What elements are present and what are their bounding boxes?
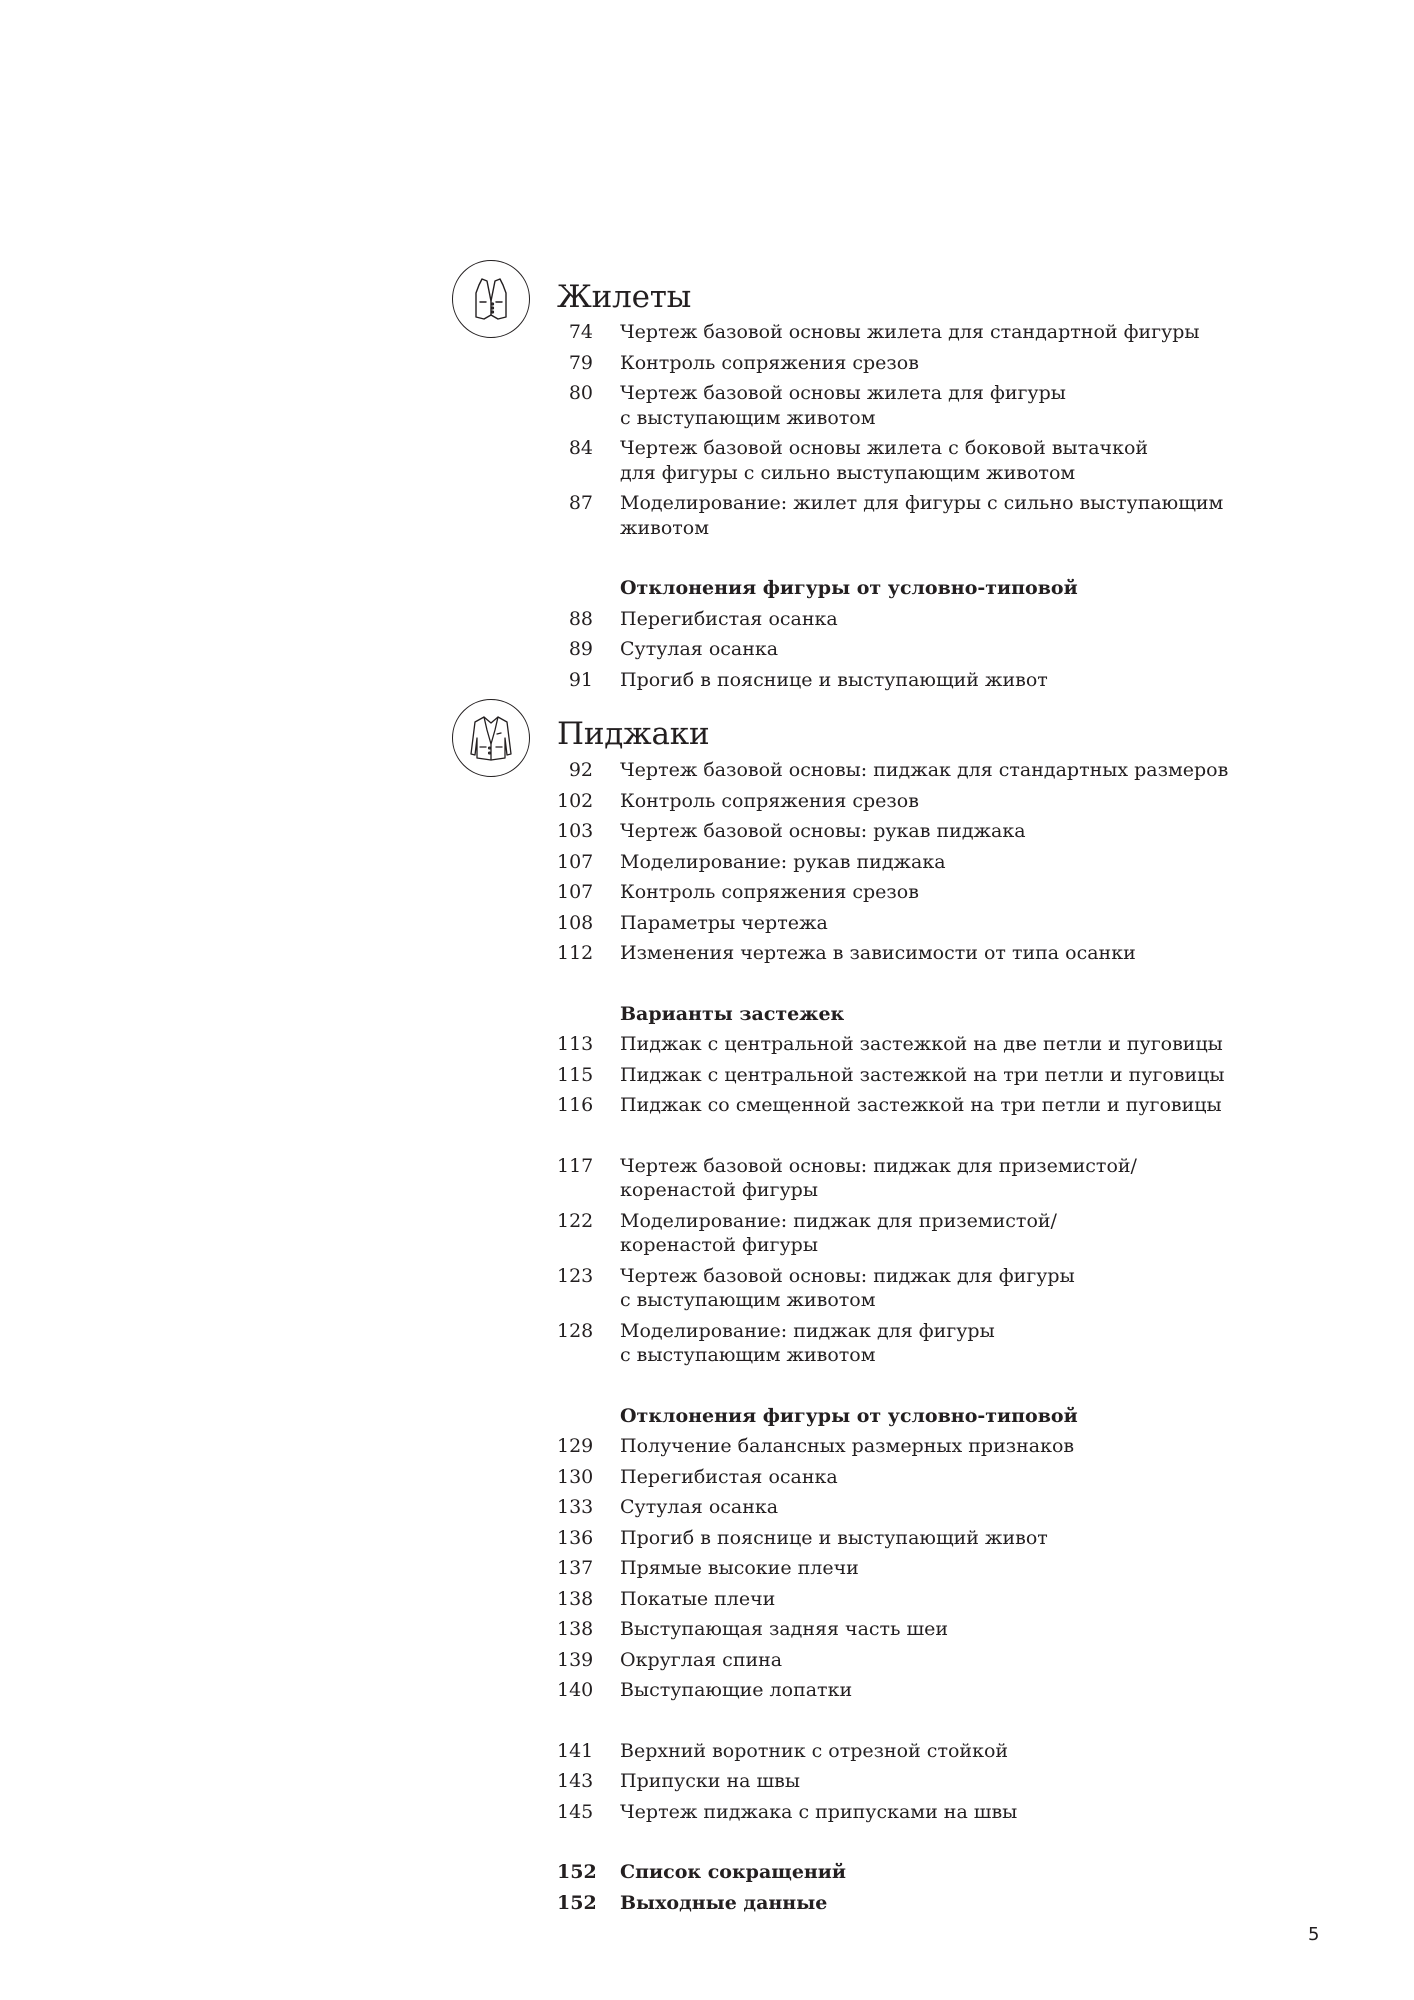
entry-page: 138 [557, 1618, 594, 1640]
toc-entry[interactable] [557, 1063, 1257, 1088]
toc-entry[interactable] [557, 436, 1257, 485]
toc-entry[interactable] [557, 1209, 1257, 1258]
entry-title: Покатые плечи [620, 1587, 776, 1610]
toc-entry[interactable] [557, 1465, 1257, 1490]
entry-page: 108 [557, 911, 594, 934]
page-number: 5 [1308, 1924, 1320, 1945]
section-title-jackets: Пиджаки [557, 716, 710, 752]
toc-entry[interactable] [557, 1739, 1257, 1764]
entry-title: Перегибистая осанка [620, 1465, 838, 1488]
toc-entry[interactable] [557, 1556, 1257, 1581]
entry-title: Чертеж базовой основы: рукав пиджака [620, 820, 1026, 842]
entry-page: 89 [568, 638, 593, 660]
subsection-heading: Отклонения фигуры от условно-типовой [620, 1404, 1078, 1427]
entry-title: Чертеж базовой основы жилета для стандартной фигуры [620, 321, 1200, 343]
section-jackets-entries [557, 758, 1257, 1921]
entry-page: 88 [568, 607, 593, 630]
entry-page: 138 [557, 1587, 594, 1610]
toc-entry[interactable] [557, 1769, 1257, 1794]
entry-page: 139 [557, 1648, 594, 1671]
entry-title: Получение балансных размерных признаков [620, 1435, 1075, 1457]
entry-page: 103 [557, 820, 594, 842]
entry-page: 113 [557, 1033, 594, 1055]
entry-title: Чертеж базовой основы: пиджак для стандартных размеров [620, 759, 1229, 781]
entry-title: Перегибистая осанка [620, 607, 838, 630]
toc-entry[interactable] [557, 381, 1257, 430]
toc-entry[interactable] [557, 351, 1257, 376]
toc-entry-abbreviations[interactable] [557, 1860, 1257, 1885]
toc-entry[interactable] [557, 1495, 1257, 1520]
entry-title: Контроль сопряжения срезов [620, 881, 919, 903]
entry-page: 116 [557, 1094, 594, 1116]
toc-entry[interactable] [557, 911, 1257, 936]
entry-page: 143 [557, 1770, 594, 1792]
entry-title: Моделирование: пиджак для приземистой/ коренастой фигуры [620, 1209, 1057, 1256]
toc-entry[interactable] [557, 637, 1257, 662]
entry-page: 107 [557, 881, 594, 903]
toc-entry[interactable] [557, 941, 1257, 966]
entry-page: 145 [557, 1800, 594, 1823]
entry-page: 136 [557, 1526, 594, 1549]
entry-title: Прогиб в пояснице и выступающий живот [620, 668, 1048, 691]
toc-entry[interactable] [557, 819, 1257, 844]
entry-title: Моделирование: пиджак для фигуры с выступающим животом [620, 1319, 995, 1366]
entry-page: 84 [568, 437, 593, 459]
entry-page: 80 [568, 382, 593, 404]
section-title-vests: Жилеты [557, 279, 692, 315]
toc-entry[interactable] [557, 491, 1257, 540]
toc-entry[interactable] [557, 1800, 1257, 1825]
subsection-heading: Отклонения фигуры от условно-типовой [620, 577, 1078, 599]
toc-entry[interactable] [557, 607, 1257, 632]
entry-page: 74 [568, 321, 593, 343]
entry-title: Моделирование: жилет для фигуры с сильно выступающим животом [620, 492, 1224, 539]
toc-entry[interactable] [557, 1526, 1257, 1551]
entry-page: 123 [557, 1264, 594, 1287]
toc-entry[interactable] [557, 758, 1257, 783]
entry-page: 112 [557, 942, 594, 964]
entry-page: 87 [568, 492, 593, 514]
entry-title: Сутулая осанка [620, 1496, 779, 1518]
entry-title: Прогиб в пояснице и выступающий живот [620, 1526, 1048, 1549]
entry-title: Прямые высокие плечи [620, 1557, 859, 1579]
entry-page: 91 [568, 668, 593, 691]
entry-page: 115 [557, 1063, 594, 1086]
entry-title: Пиджак с центральной застежкой на две петли и пуговицы [620, 1033, 1223, 1055]
entry-page: 137 [557, 1557, 594, 1579]
entry-title: Параметры чертежа [620, 911, 828, 934]
section-vests-entries [557, 320, 1257, 698]
entry-title: Пиджак с центральной застежкой на три петли и пуговицы [620, 1063, 1225, 1086]
toc-entry-imprint[interactable] [557, 1891, 1257, 1916]
entry-page: 130 [557, 1465, 594, 1488]
toc-entry[interactable] [557, 1434, 1257, 1459]
toc-entry[interactable] [557, 1032, 1257, 1057]
entry-title: Чертеж базовой основы: пиджак для фигуры с выступающим животом [620, 1264, 1075, 1311]
entry-page: 141 [557, 1739, 594, 1762]
toc-entry[interactable] [557, 1154, 1257, 1203]
entry-title: Изменения чертежа в зависимости от типа осанки [620, 942, 1136, 964]
entry-title: Сутулая осанка [620, 638, 779, 660]
entry-title: Верхний воротник с отрезной стойкой [620, 1739, 1009, 1762]
toc-entry[interactable] [557, 1587, 1257, 1612]
toc-entry[interactable] [557, 850, 1257, 875]
entry-page: 129 [557, 1435, 594, 1457]
toc-entry[interactable] [557, 880, 1257, 905]
entry-page: 140 [557, 1679, 594, 1701]
toc-entry[interactable] [557, 1617, 1257, 1642]
entry-title: Моделирование: рукав пиджака [620, 850, 946, 873]
entry-page: 152 [557, 1861, 597, 1883]
entry-page: 102 [557, 789, 594, 812]
jacket-icon [452, 699, 530, 777]
entry-title: Пиджак со смещенной застежкой на три петли и пуговицы [620, 1094, 1222, 1116]
toc-entry[interactable] [557, 789, 1257, 814]
toc-entry[interactable] [557, 1678, 1257, 1703]
vest-icon [452, 260, 530, 338]
toc-entry[interactable] [557, 1319, 1257, 1368]
entry-page: 117 [557, 1154, 594, 1177]
entry-title: Контроль сопряжения срезов [620, 789, 919, 812]
entry-page: 107 [557, 850, 594, 873]
subsection-heading: Варианты застежек [620, 1002, 845, 1025]
toc-entry[interactable] [557, 320, 1257, 345]
toc-entry[interactable] [557, 1648, 1257, 1673]
entry-title: Выступающие лопатки [620, 1679, 853, 1701]
entry-title: Припуски на швы [620, 1770, 800, 1792]
toc-entry[interactable] [557, 668, 1257, 693]
entry-title: Выходные данные [620, 1891, 828, 1914]
entry-title: Контроль сопряжения срезов [620, 351, 919, 374]
entry-title: Список сокращений [620, 1861, 846, 1883]
entry-page: 133 [557, 1496, 594, 1518]
entry-page: 122 [557, 1209, 594, 1232]
entry-page: 128 [557, 1319, 594, 1342]
entry-title: Чертеж пиджака с припусками на швы [620, 1800, 1018, 1823]
toc-entry[interactable] [557, 1093, 1257, 1118]
entry-page: 79 [568, 351, 593, 374]
entry-title: Чертеж базовой основы жилета с боковой вытачкой для фигуры с сильно выступающим животом [620, 437, 1149, 484]
entry-page: 152 [557, 1891, 597, 1914]
entry-page: 92 [568, 759, 593, 781]
toc-entry[interactable] [557, 1264, 1257, 1313]
entry-title: Чертеж базовой основы жилета для фигуры с выступающим животом [620, 382, 1066, 429]
entry-title: Округлая спина [620, 1648, 783, 1671]
entry-title: Выступающая задняя часть шеи [620, 1618, 949, 1640]
entry-title: Чертеж базовой основы: пиджак для приземистой/ коренастой фигуры [620, 1154, 1137, 1201]
